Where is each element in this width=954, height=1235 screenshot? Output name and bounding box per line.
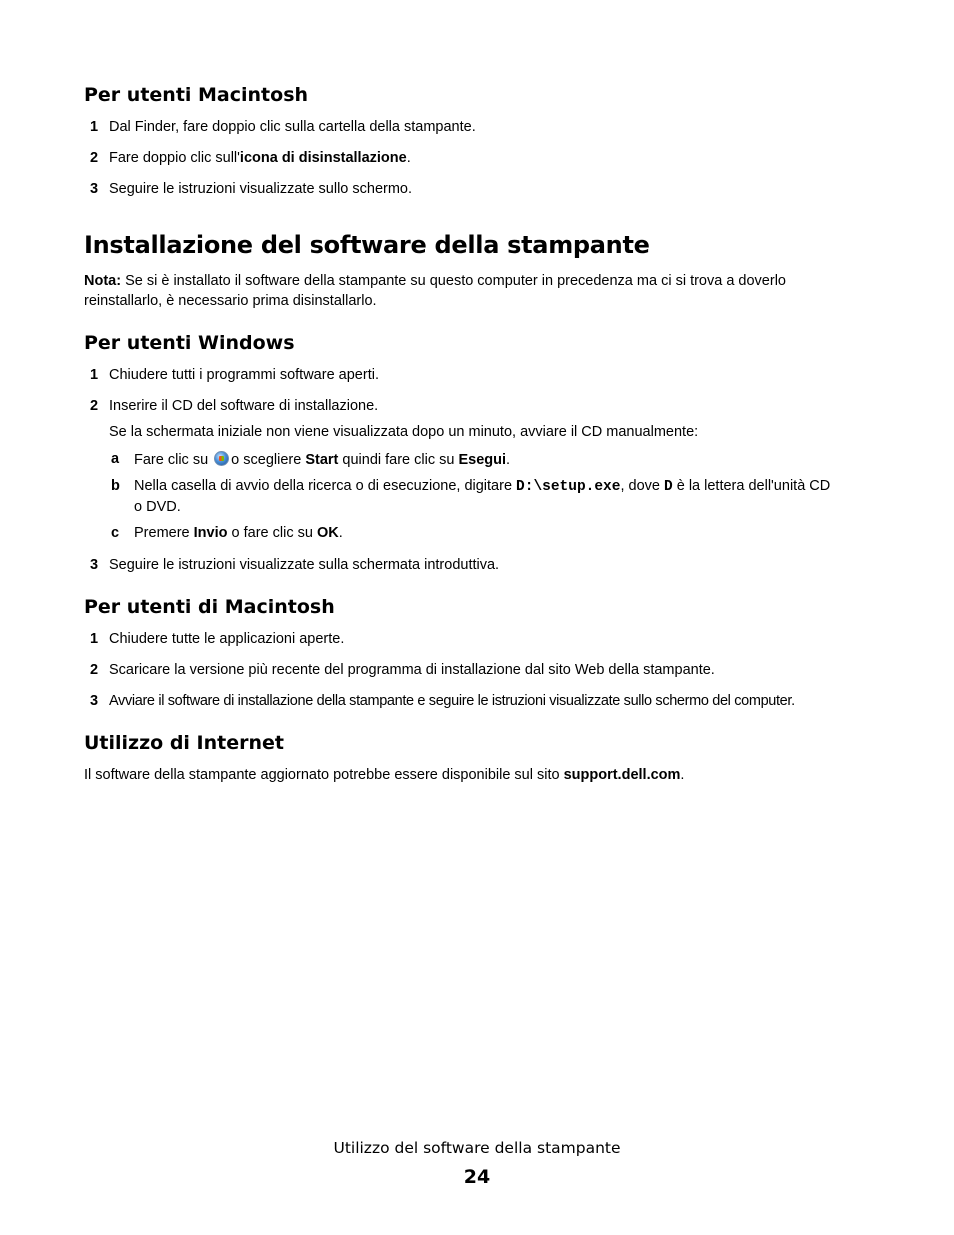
- internet-text-part: .: [680, 767, 685, 783]
- substep-letter: b: [111, 478, 120, 494]
- step-text-part: .: [406, 150, 411, 166]
- substep-text-part: è la lettera dell'unità CD: [676, 478, 831, 494]
- internet-text-part: Il software della stampante aggiornato potrebbe essere disponibile sul sito: [84, 767, 564, 783]
- step-text: [109, 150, 411, 166]
- substep-text-line-2: o DVD.: [134, 499, 181, 515]
- section-heading-mac-uninstall: Per utenti Macintosh: [84, 84, 309, 106]
- step-text: Chiudere tutti i programmi software aperti.: [109, 367, 379, 383]
- ok-label: OK: [316, 525, 339, 541]
- step-text: Inserire il CD del software di installazione.: [109, 398, 379, 414]
- substep-text-part: Nella casella di avvio della ricerca o di esecuzione, digitare: [134, 478, 513, 494]
- step-number: 3: [90, 557, 99, 573]
- footer-title: Utilizzo del software della stampante: [333, 1139, 621, 1157]
- run-label: Esegui: [458, 452, 507, 468]
- note-line-2: reinstallarlo, è necessario prima disinstallarlo.: [84, 293, 377, 309]
- step-number: 1: [90, 631, 99, 647]
- support-site-link[interactable]: support.dell.com: [563, 767, 681, 783]
- substep-text: [134, 451, 510, 468]
- substep-letter: a: [111, 451, 120, 467]
- note-text: Se si è installato il software della stampante su questo computer in precedenza ma ci si trova a doverlo: [121, 273, 786, 289]
- windows-start-icon: [214, 451, 229, 466]
- page-number: 24: [463, 1166, 491, 1188]
- drive-letter-code: D: [664, 479, 673, 495]
- substep-text-part: .: [506, 452, 511, 468]
- step-number: 2: [90, 662, 99, 678]
- step-text: Scaricare la versione più recente del programma di installazione dal sito Web della stampante.: [109, 662, 715, 678]
- main-heading: Installazione del software della stampante: [84, 231, 650, 259]
- internet-text: [84, 767, 684, 783]
- substep-text-part: quindi fare clic su: [342, 452, 455, 468]
- uninstall-icon-label: icona di disinstallazione: [239, 150, 407, 166]
- step-number: 2: [90, 150, 99, 166]
- setup-command-code: D:\setup.exe: [516, 479, 621, 495]
- step-text: Seguire le istruzioni visualizzate sullo schermo.: [109, 181, 413, 197]
- substep-text-part: Fare clic su: [134, 452, 209, 468]
- step-text: Chiudere tutte le applicazioni aperte.: [109, 631, 345, 647]
- step-number: 3: [90, 181, 99, 197]
- section-heading-mac-install: Per utenti di Macintosh: [84, 596, 335, 618]
- step-info: Se la schermata iniziale non viene visualizzata dopo un minuto, avviare il CD manualmente:: [109, 424, 699, 440]
- substep-text-part: o scegliere: [231, 452, 302, 468]
- step-text: Seguire le istruzioni visualizzate sulla schermata introduttiva.: [109, 557, 500, 573]
- step-number: 1: [90, 367, 99, 383]
- step-text: Avviare il software di installazione della stampante e seguire le istruzioni visualizzate sullo schermo del computer.: [109, 693, 795, 709]
- note-label: Nota:: [84, 273, 122, 289]
- step-number: 3: [90, 693, 99, 709]
- substep-text-part: Premere: [134, 525, 190, 541]
- note-line-1: [84, 273, 786, 289]
- section-heading-windows: Per utenti Windows: [84, 332, 295, 354]
- section-heading-internet: Utilizzo di Internet: [84, 732, 284, 754]
- substep-letter: c: [111, 525, 120, 541]
- start-label: Start: [305, 452, 339, 468]
- substep-text: [134, 478, 830, 495]
- step-text-part: Fare doppio clic sull': [109, 150, 240, 166]
- substep-text-part: .: [338, 525, 343, 541]
- step-text: Dal Finder, fare doppio clic sulla cartella della stampante.: [109, 119, 476, 135]
- step-number: 1: [90, 119, 99, 135]
- enter-key-label: Invio: [193, 525, 228, 541]
- substep-text-part: , dove: [620, 478, 660, 494]
- step-number: 2: [90, 398, 99, 414]
- substep-text-part: o fare clic su: [231, 525, 313, 541]
- substep-text: [134, 525, 343, 541]
